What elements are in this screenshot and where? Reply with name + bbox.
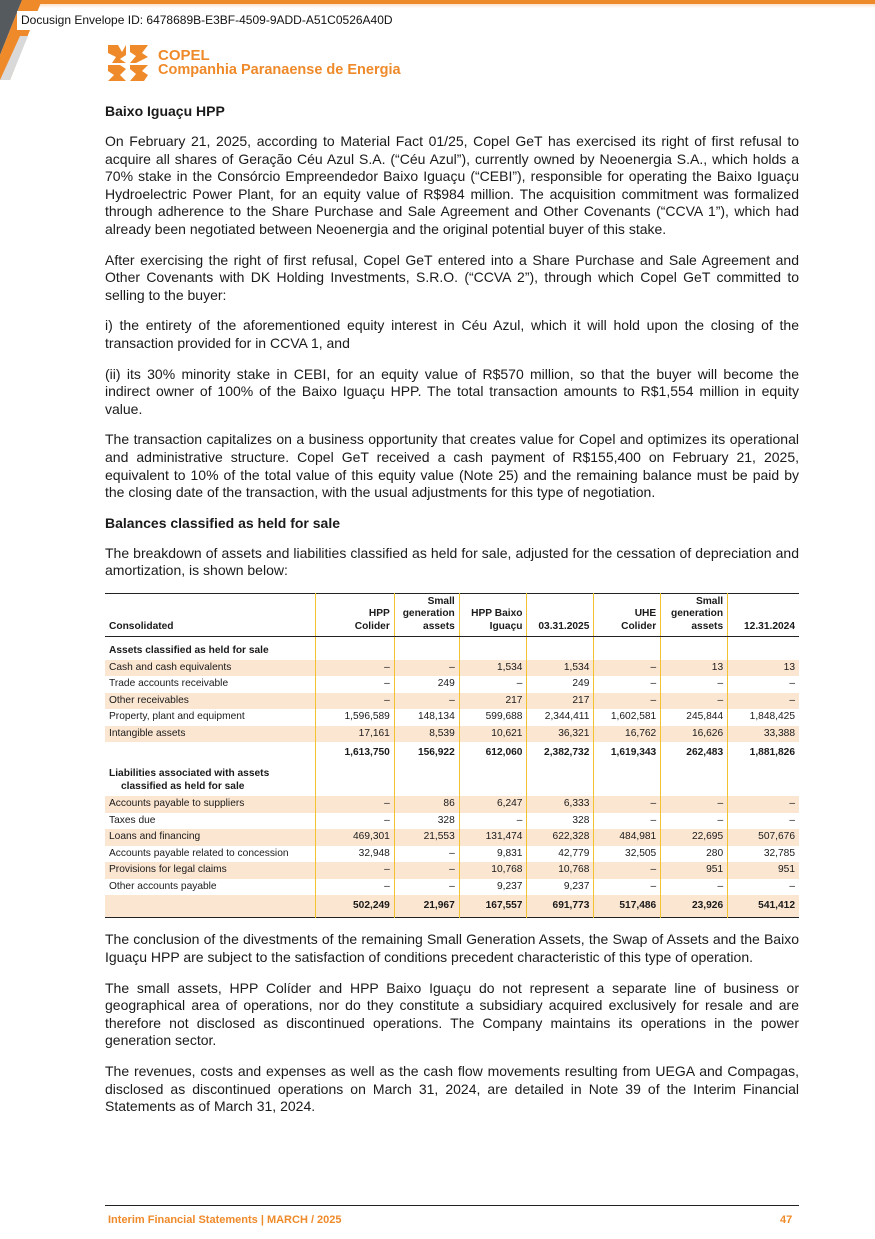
copel-logo-icon bbox=[106, 43, 150, 83]
table-cell bbox=[527, 637, 594, 660]
table-cell: – bbox=[394, 846, 459, 863]
table-cell: – bbox=[394, 862, 459, 879]
table-cell: 502,249 bbox=[316, 895, 395, 918]
table-header-row bbox=[105, 593, 799, 637]
table-cell: – bbox=[594, 813, 661, 830]
paragraph: The breakdown of assets and liabilities classified as held for sale, adjusted for the cessation of depreciation and amortization, is shown below: bbox=[105, 544, 799, 579]
table-cell: 13 bbox=[661, 660, 728, 677]
footer-title: Interim Financial Statements | MARCH / 2025 bbox=[108, 1214, 342, 1226]
table-cell: 2,344,411 bbox=[527, 709, 594, 726]
table-cell: 10,621 bbox=[459, 726, 527, 743]
paragraph: After exercising the right of first refusal, Copel GeT entered into a Share Purchase and Sale Agreement and Other Covenants with DK Holding Investments, S.R.O. (“CCVA 2”), through which Copel GeT committed to selling to the buyer: bbox=[105, 251, 799, 303]
table-cell: 148,134 bbox=[394, 709, 459, 726]
table-cell: 9,831 bbox=[459, 846, 527, 863]
table-cell: – bbox=[594, 693, 661, 710]
table-cell: 517,486 bbox=[594, 895, 661, 918]
table-cell: – bbox=[316, 676, 395, 693]
column-header: HPP Colider bbox=[316, 593, 395, 637]
row-label: Assets classified as held for sale bbox=[105, 637, 316, 660]
table-cell: 1,534 bbox=[459, 660, 527, 677]
row-label: Trade accounts receivable bbox=[105, 676, 316, 693]
table-row bbox=[105, 813, 799, 830]
table-cell: 328 bbox=[394, 813, 459, 830]
row-label: Taxes due bbox=[105, 813, 316, 830]
table-cell: – bbox=[316, 693, 395, 710]
table-cell: – bbox=[594, 660, 661, 677]
table-cell: 951 bbox=[728, 862, 799, 879]
liabilities-heading-line1: Liabilities associated with assets bbox=[109, 768, 270, 780]
table-cell: 6,247 bbox=[459, 796, 527, 813]
table-cell: – bbox=[661, 676, 728, 693]
table-cell: 42,779 bbox=[527, 846, 594, 863]
table-cell: 328 bbox=[527, 813, 594, 830]
table-cell: – bbox=[459, 676, 527, 693]
table-cell: 612,060 bbox=[459, 742, 527, 764]
table-cell: 33,388 bbox=[728, 726, 799, 743]
table-cell: – bbox=[594, 796, 661, 813]
table-cell: 156,922 bbox=[394, 742, 459, 764]
table-cell bbox=[594, 637, 661, 660]
table-cell bbox=[394, 637, 459, 660]
table-cell: 1,848,425 bbox=[749, 711, 795, 723]
paragraph: The small assets, HPP Colíder and HPP Baixo Iguaçu do not represent a separate line of business or geographical area of operations, nor do they constitute a subsidiary acquired exclusively for resale and are therefore not disclosed as discontinued operations. The Company maintains its operations in the power generation sector. bbox=[105, 979, 799, 1049]
table-cell bbox=[459, 637, 527, 660]
table-cell: 262,483 bbox=[661, 742, 728, 764]
table-cell: 10,768 bbox=[527, 862, 594, 879]
table-cell: 6,333 bbox=[527, 796, 594, 813]
section-heading-row bbox=[105, 764, 799, 796]
table-cell: – bbox=[316, 879, 395, 896]
table-cell: – bbox=[728, 796, 799, 813]
table-cell: – bbox=[661, 796, 728, 813]
table-cell: 2,382,732 bbox=[527, 742, 594, 764]
row-label: Accounts payable related to concession bbox=[105, 846, 316, 863]
table-cell bbox=[316, 637, 395, 660]
table-cell bbox=[594, 764, 661, 796]
table-cell: – bbox=[316, 796, 395, 813]
column-header: HPP Baixo Iguaçu bbox=[459, 593, 527, 637]
table-cell: 951 bbox=[661, 862, 728, 879]
table-cell: – bbox=[316, 660, 395, 677]
table-cell: – bbox=[594, 862, 661, 879]
table-cell: – bbox=[789, 814, 795, 826]
table-cell: 541,412 bbox=[728, 895, 799, 918]
row-label bbox=[105, 764, 316, 796]
table-cell: 1,619,343 bbox=[594, 742, 661, 764]
table-cell: 167,557 bbox=[459, 895, 527, 918]
row-label: Other receivables bbox=[105, 693, 316, 710]
column-header: Small generation assets bbox=[394, 593, 459, 637]
table-cell: 217 bbox=[527, 693, 594, 710]
table-cell: – bbox=[728, 693, 799, 710]
table-row bbox=[105, 726, 799, 743]
table-cell bbox=[316, 764, 395, 796]
page-number: 47 bbox=[780, 1214, 793, 1226]
column-header: 12.31.2024 bbox=[728, 593, 799, 637]
table-cell: 17,161 bbox=[316, 726, 395, 743]
copel-logo bbox=[106, 43, 401, 83]
table-cell: 9,237 bbox=[459, 879, 527, 896]
table-cell: 245,844 bbox=[661, 709, 728, 726]
table-cell: – bbox=[661, 813, 728, 830]
table-cell: 32,948 bbox=[316, 846, 395, 863]
table-cell bbox=[728, 764, 799, 796]
footer-divider bbox=[105, 1205, 799, 1206]
held-for-sale-table bbox=[105, 593, 799, 919]
paragraph: On February 21, 2025, according to Material Fact 01/25, Copel GeT has exercised its right of first refusal to acquire all shares of Geração Céu Azul S.A. (“Céu Azul”), currently owned by Neoenergia S.A., which holds a 70% stake in the Consórcio Empreendedor Baixo Iguaçu (“CEBI”), responsible for operating the Baixo Iguaçu Hydroelectric Power Plant, for an equity value of R$984 million. The acquisition commitment was formalized through adherence to the Share Purchase and Sale Agreement and Other Covenants (“CCVA 1”), which had already been negotiated between Neoenergia and the original potential buyer of this stake. bbox=[105, 133, 799, 237]
table-cell: – bbox=[661, 693, 728, 710]
table-row bbox=[105, 879, 799, 896]
section-heading-baixo-iguacu: Baixo Iguaçu HPP bbox=[105, 103, 225, 119]
table-cell: 249 bbox=[527, 676, 594, 693]
table-cell: – bbox=[594, 676, 661, 693]
table-cell: 1,602,581 bbox=[594, 709, 661, 726]
section-heading-row bbox=[105, 637, 799, 660]
row-label bbox=[105, 895, 316, 918]
table-cell: – bbox=[316, 862, 395, 879]
row-label: Loans and financing bbox=[105, 829, 316, 846]
table-cell: 1,534 bbox=[527, 660, 594, 677]
table-cell: – bbox=[394, 879, 459, 896]
paragraph: The transaction capitalizes on a business opportunity that creates value for Copel and optimizes its operational and administrative structure. Copel GeT received a cash payment of R$155,400 on February 21, 2025, equivalent to 10% of the total value of this equity value (Note 25) and the remaining balance must be paid by the closing date of the transaction, with the usual adjustments for this type of negotiation. bbox=[105, 431, 799, 501]
table-cell bbox=[661, 637, 728, 660]
total-row bbox=[105, 895, 799, 918]
paragraph: i) the entirety of the aforementioned equity interest in Céu Azul, which it will hold upon the closing of the transaction provided for in CCVA 1, and bbox=[105, 317, 799, 351]
row-label: Provisions for legal claims bbox=[105, 862, 316, 879]
liabilities-heading-line2: classified as held for sale bbox=[121, 780, 245, 792]
table-cell: 36,321 bbox=[527, 726, 594, 743]
paragraph: The revenues, costs and expenses as well as the cash flow movements resulting from UEGA and Compagas, disclosed as discontinued operations on March 31, 2024, are detailed in Note 39 of the Interim Financial Statements as of March 31, 2024. bbox=[105, 1062, 799, 1115]
total-row bbox=[105, 742, 799, 764]
table-row bbox=[105, 709, 799, 726]
table-cell: – bbox=[789, 880, 795, 892]
table-row bbox=[105, 676, 799, 693]
column-header: Small generation assets bbox=[661, 593, 728, 637]
table-cell bbox=[661, 764, 728, 796]
table-cell: 22,695 bbox=[661, 829, 728, 846]
document-body bbox=[105, 103, 799, 1129]
table-cell: 1,613,750 bbox=[316, 742, 395, 764]
table-cell: 691,773 bbox=[527, 895, 594, 918]
table-cell: 21,553 bbox=[394, 829, 459, 846]
table-cell: 1,881,826 bbox=[749, 747, 795, 759]
table-row bbox=[105, 660, 799, 677]
table-cell: 599,688 bbox=[459, 709, 527, 726]
column-header: Consolidated bbox=[105, 593, 316, 637]
table-cell: 16,626 bbox=[661, 726, 728, 743]
table-row bbox=[105, 829, 799, 846]
table-cell: 86 bbox=[394, 796, 459, 813]
table-row bbox=[105, 862, 799, 879]
table-cell: 622,328 bbox=[527, 829, 594, 846]
row-label: Other accounts payable bbox=[105, 879, 316, 896]
row-label: Property, plant and equipment bbox=[105, 709, 316, 726]
top-accent-fade bbox=[0, 4, 875, 8]
table-cell: 484,981 bbox=[594, 829, 661, 846]
table-cell: 507,676 bbox=[728, 829, 799, 846]
table-row bbox=[105, 693, 799, 710]
table-cell: 1,596,589 bbox=[316, 709, 395, 726]
table-cell: 131,474 bbox=[459, 829, 527, 846]
table-cell: 249 bbox=[394, 676, 459, 693]
table-cell: 21,967 bbox=[394, 895, 459, 918]
table-cell: 32,505 bbox=[594, 846, 661, 863]
table-cell: – bbox=[594, 879, 661, 896]
table-cell: – bbox=[316, 813, 395, 830]
table-cell: – bbox=[661, 879, 728, 896]
docusign-envelope-id: Docusign Envelope ID: 6478689B-E3BF-4509-9ADD-A51C0526A40D bbox=[17, 11, 397, 30]
table-cell: 9,237 bbox=[527, 879, 594, 896]
table-cell bbox=[728, 637, 799, 660]
table-cell: 32,785 bbox=[763, 847, 795, 859]
table-cell bbox=[459, 764, 527, 796]
section-heading-balances: Balances classified as held for sale bbox=[105, 514, 341, 531]
table-row bbox=[105, 846, 799, 863]
row-label: Intangible assets bbox=[105, 726, 316, 743]
row-label bbox=[105, 742, 316, 764]
table-cell: 8,539 bbox=[394, 726, 459, 743]
table-cell: – bbox=[394, 693, 459, 710]
table-cell: 469,301 bbox=[316, 829, 395, 846]
column-header: 03.31.2025 bbox=[527, 593, 594, 637]
column-header: UHE Colider bbox=[594, 593, 661, 637]
paragraph: (ii) its 30% minority stake in CEBI, for an equity value of R$570 million, so that the buyer will become the indirect owner of 100% of the Baixo Iguaçu HPP. The total transaction amounts to R$1,554 million in equity value. bbox=[105, 365, 799, 417]
table-cell: 13 bbox=[728, 660, 799, 677]
table-cell bbox=[527, 764, 594, 796]
table-cell: – bbox=[394, 660, 459, 677]
table-cell: 280 bbox=[661, 846, 728, 863]
table-cell: 16,762 bbox=[594, 726, 661, 743]
table-cell: 23,926 bbox=[661, 895, 728, 918]
brand-name: COPEL bbox=[158, 47, 210, 64]
brand-full-name: Companhia Paranaense de Energia bbox=[158, 62, 401, 78]
table-cell: 10,768 bbox=[459, 862, 527, 879]
table-row bbox=[105, 796, 799, 813]
table-cell bbox=[394, 764, 459, 796]
row-label: Cash and cash equivalents bbox=[105, 660, 316, 677]
table-cell: – bbox=[459, 813, 527, 830]
row-label: Accounts payable to suppliers bbox=[105, 796, 316, 813]
paragraph: The conclusion of the divestments of the remaining Small Generation Assets, the Swap of Assets and the Baixo Iguaçu HPP are subject to the satisfaction of conditions precedent characteristic of this type of operation. bbox=[105, 931, 799, 965]
table-cell: – bbox=[789, 678, 795, 690]
table-cell: 217 bbox=[459, 693, 527, 710]
